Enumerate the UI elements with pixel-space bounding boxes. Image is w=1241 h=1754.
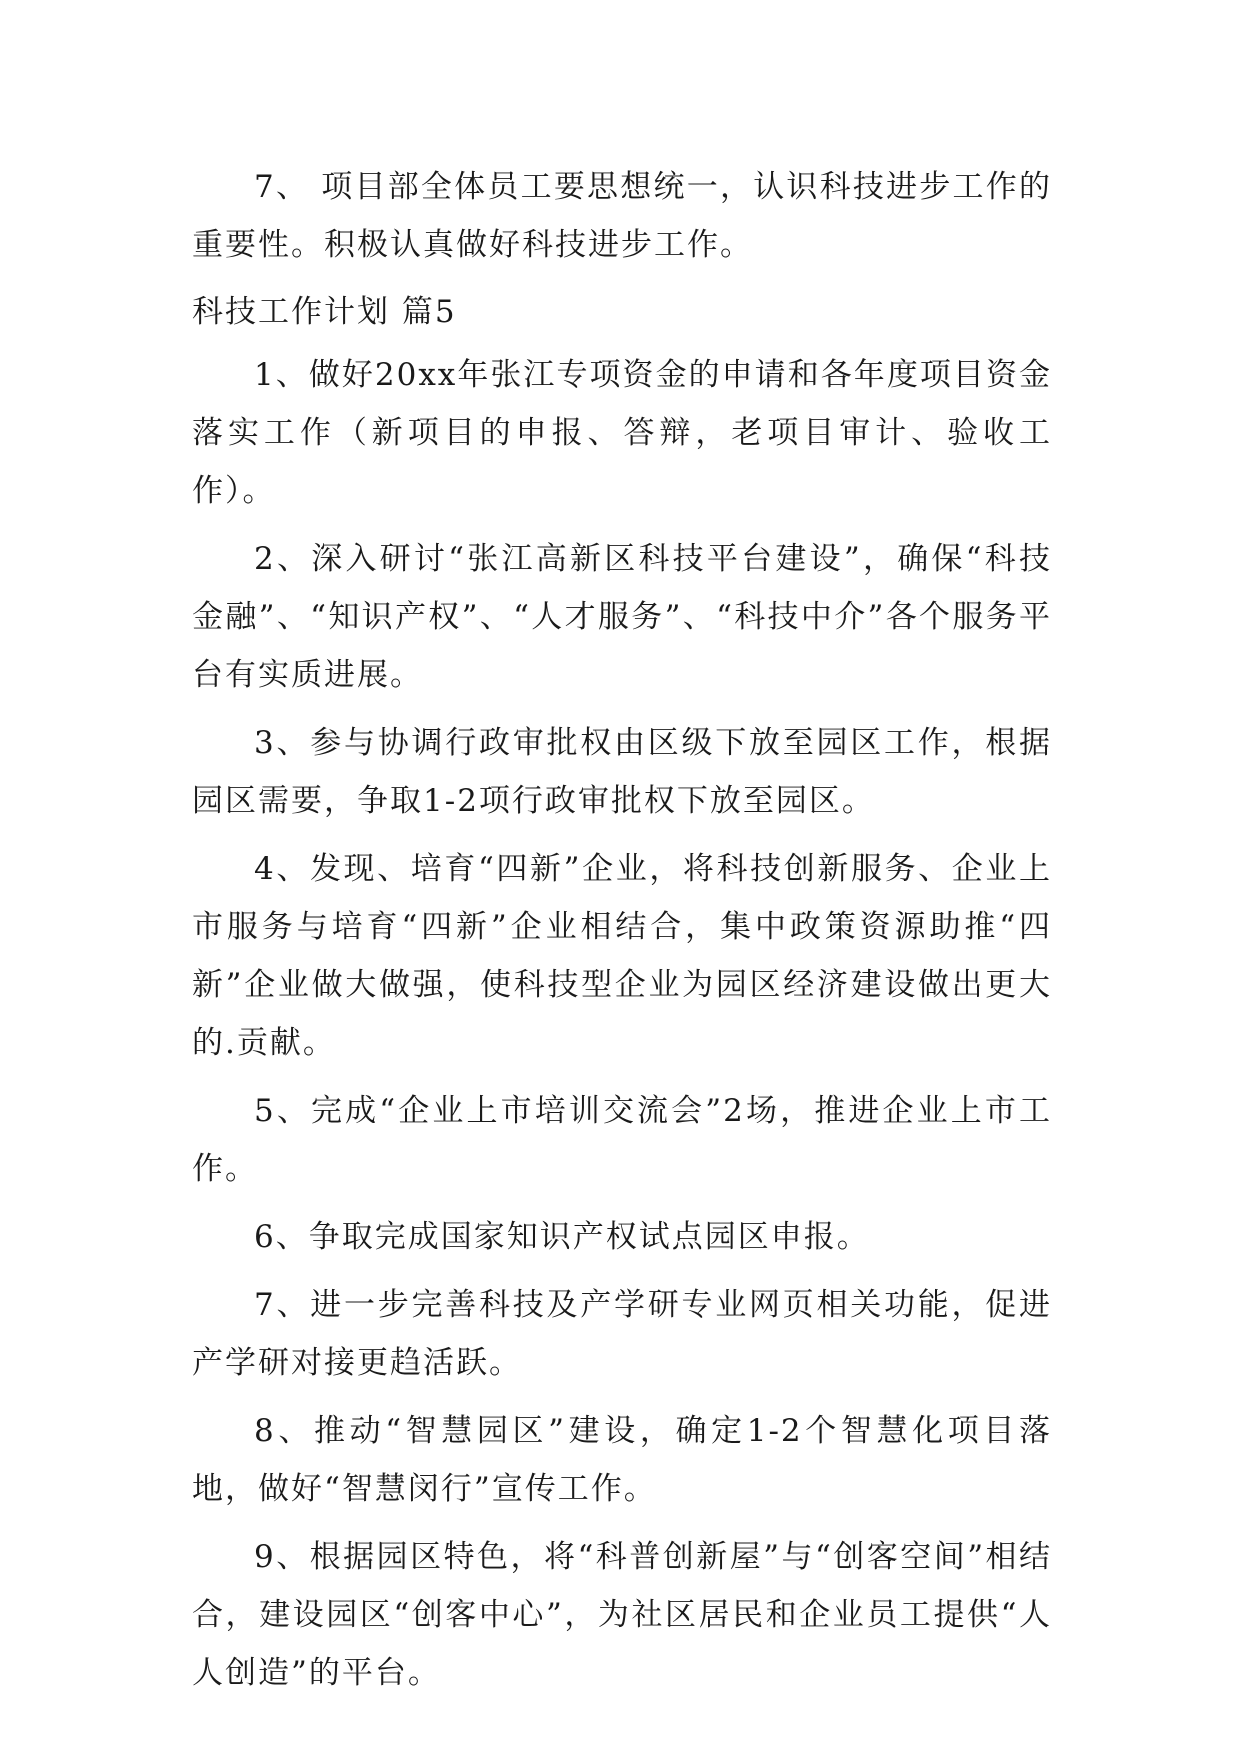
plan-item-7: 7、进一步完善科技及产学研专业网页相关功能，促进产学研对接更趋活跃。	[192, 1287, 1052, 1381]
intro-item-paragraph: 7、 项目部全体员工要思想统一，认识科技进步工作的重要性。积极认真做好科技进步工作。	[192, 169, 1052, 263]
plan-item-8: 8、推动“智慧园区”建设，确定1-2个智慧化项目落地，做好“智慧闵行”宣传工作。	[192, 1413, 1052, 1507]
document-body	[192, 158, 1052, 1712]
plan-item-9: 9、根据园区特色，将“科普创新屋”与“创客空间”相结合，建设园区“创客中心”，为社区居民和企业员工提供“人人创造”的平台。	[192, 1539, 1052, 1691]
section-heading: 科技工作计划 篇5	[192, 294, 457, 330]
plan-item-1: 1、做好20xx年张江专项资金的申请和各年度项目资金落实工作（新项目的申报、答辩，老项目审计、验收工作）。	[192, 357, 1052, 509]
plan-item-6: 6、争取完成国家知识产权试点园区申报。	[254, 1219, 870, 1255]
plan-item-4: 4、发现、培育“四新”企业，将科技创新服务、企业上市服务与培育“四新”企业相结合，集中政策资源助推“四新”企业做大做强，使科技型企业为园区经济建设做出更大的.贡献。	[192, 851, 1052, 1061]
plan-item-3: 3、参与协调行政审批权由区级下放至园区工作，根据园区需要，争取1-2项行政审批权下放至园区。	[192, 725, 1052, 819]
plan-item-2: 2、深入研讨“张江高新区科技平台建设”，确保“科技金融”、“知识产权”、“人才服务”、“科技中介”各个服务平台有实质进展。	[192, 541, 1052, 693]
plan-item-5: 5、完成“企业上市培训交流会”2场，推进企业上市工作。	[192, 1093, 1052, 1187]
